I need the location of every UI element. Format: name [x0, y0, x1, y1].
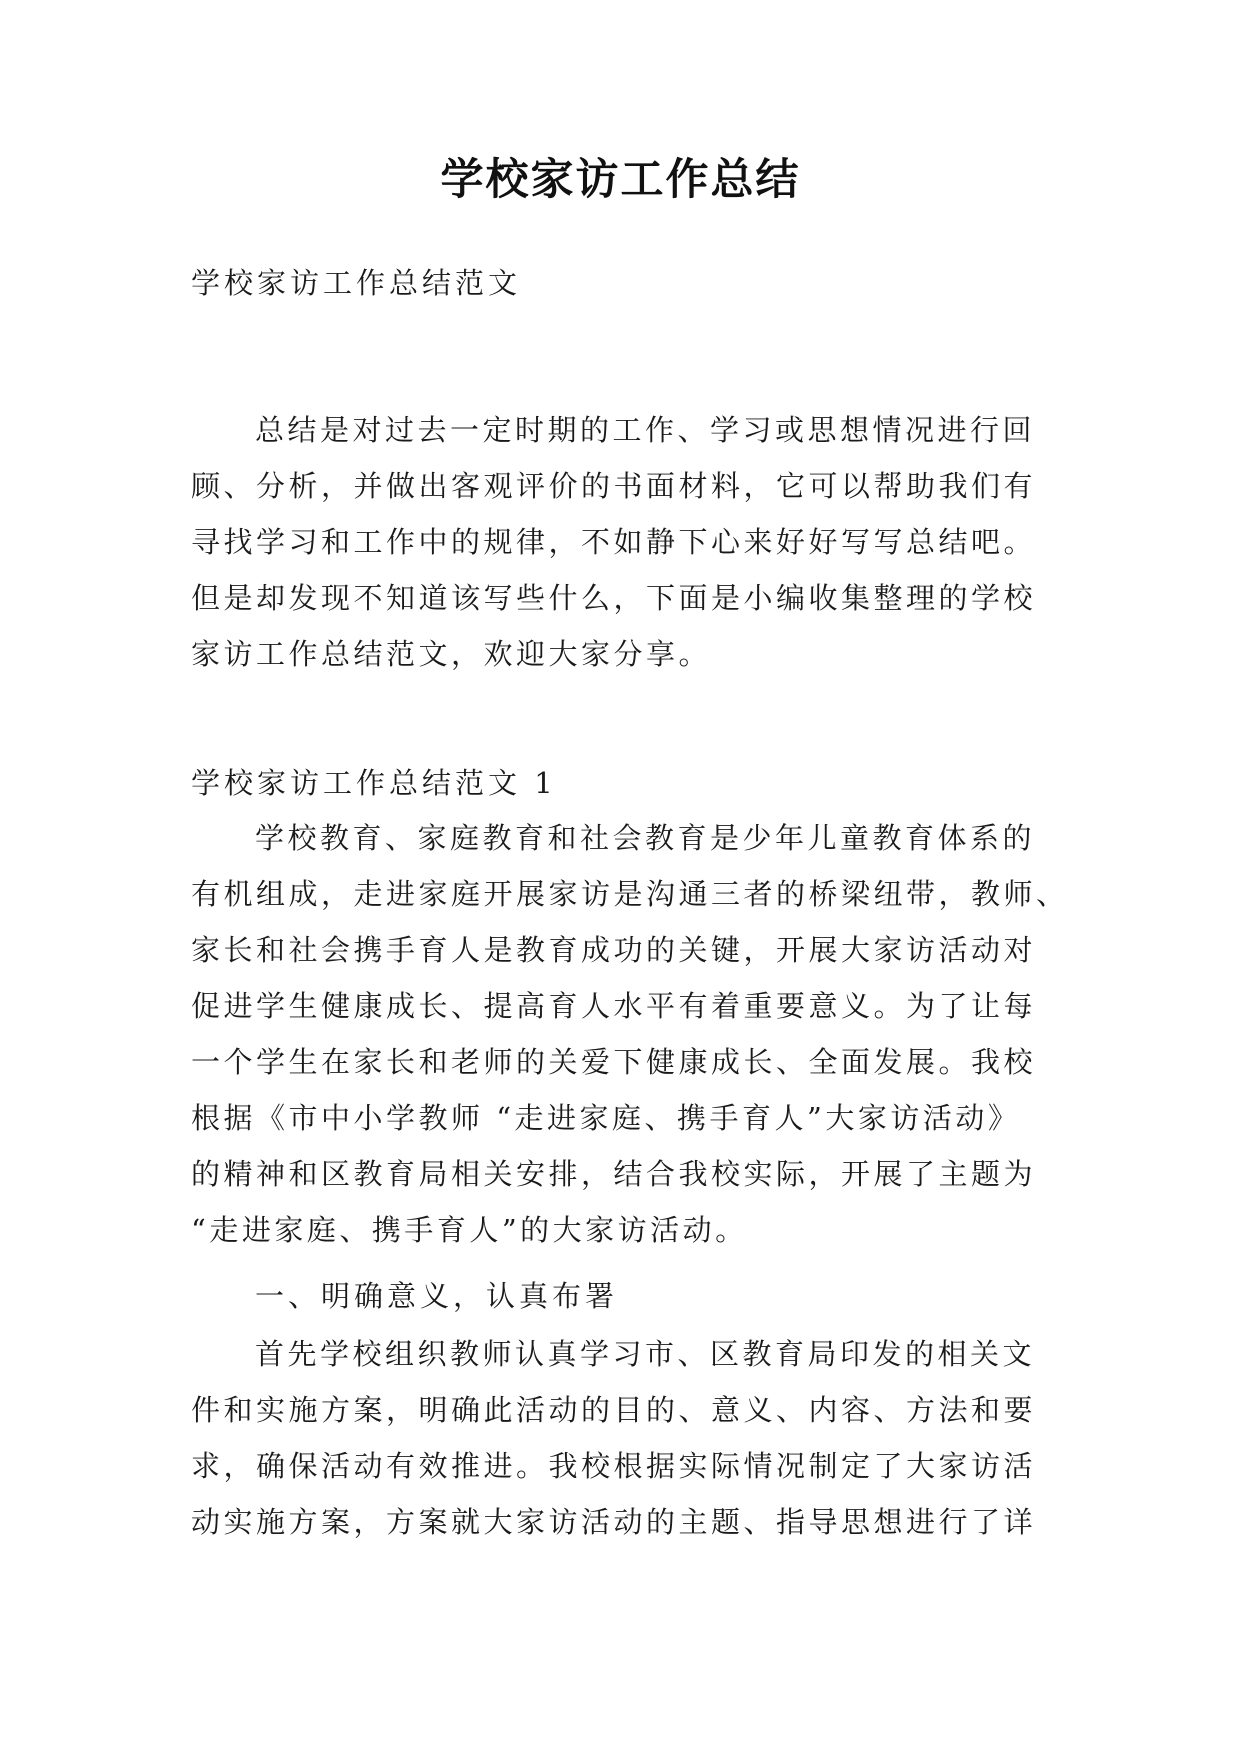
paragraph-line: 的精神和区教育局相关安排，结合我校实际，开展了主题为 — [191, 1157, 1037, 1191]
section-paragraph-1 — [191, 810, 1071, 1258]
paragraph-line: “走进家庭、携手育人”的大家访活动。 — [191, 1213, 748, 1247]
paragraph-line: 但是却发现不知道该写些什么，下面是小编收集整理的学校 — [191, 581, 1037, 615]
paragraph-line: 顾、分析，并做出客观评价的书面材料，它可以帮助我们有 — [191, 469, 1037, 503]
paragraph-line: 有机组成，走进家庭开展家访是沟通三者的桥梁纽带，教师、 — [191, 877, 1069, 911]
paragraph-line: 件和实施方案，明确此活动的目的、意义、内容、方法和要 — [191, 1393, 1037, 1427]
paragraph-line: 家长和社会携手育人是教育成功的关键，开展大家访活动对 — [191, 933, 1037, 967]
paragraph-line: 根据《市中小学教师 “走进家庭、携手育人”大家访活动》 — [191, 1101, 1021, 1135]
document-subtitle: 学校家访工作总结范文 — [191, 266, 522, 300]
section-paragraph-2 — [191, 1326, 1071, 1550]
paragraph-line: 学校教育、家庭教育和社会教育是少年儿童教育体系的 — [255, 821, 1036, 855]
document-title: 学校家访工作总结 — [440, 155, 801, 205]
paragraph-line: 求，确保活动有效推进。我校根据实际情况制定了大家访活 — [191, 1449, 1037, 1483]
intro-paragraph — [191, 402, 1071, 682]
paragraph-line: 动实施方案，方案就大家访活动的主题、指导思想进行了详 — [191, 1505, 1037, 1539]
paragraph-line: 首先学校组织教师认真学习市、区教育局印发的相关文 — [255, 1337, 1036, 1371]
paragraph-line: 促进学生健康成长、提高育人水平有着重要意义。为了让每 — [191, 989, 1037, 1023]
subheading: 一、明确意义，认真布署 — [255, 1279, 619, 1313]
paragraph-line: 总结是对过去一定时期的工作、学习或思想情况进行回 — [255, 413, 1036, 447]
paragraph-line: 寻找学习和工作中的规律，不如静下心来好好写写总结吧。 — [191, 525, 1037, 559]
section-title: 学校家访工作总结范文 1 — [191, 766, 557, 800]
paragraph-line: 家访工作总结范文，欢迎大家分享。 — [191, 637, 712, 671]
paragraph-line: 一个学生在家长和老师的关爱下健康成长、全面发展。我校 — [191, 1045, 1037, 1079]
